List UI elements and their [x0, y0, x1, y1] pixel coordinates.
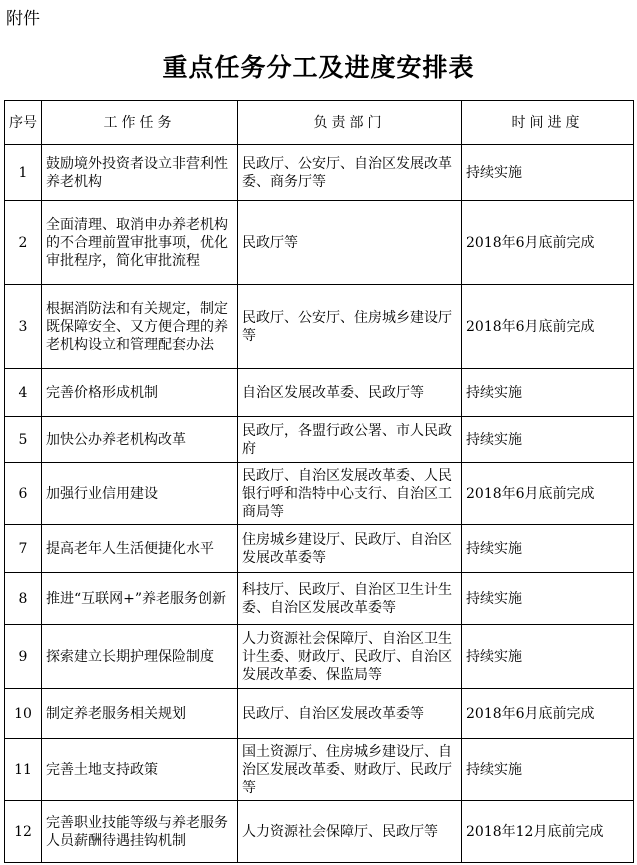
row-task: 全面清理、取消申办养老机构的不合理前置审批事项，优化审批程序，简化审批流程	[42, 201, 238, 285]
row-dept: 民政厅等	[238, 201, 462, 285]
row-dept: 住房城乡建设厅、民政厅、自治区发展改革委等	[238, 525, 462, 573]
column-header-seq	[5, 101, 42, 145]
row-task: 探索建立长期护理保险制度	[42, 625, 238, 689]
table-row	[5, 145, 634, 201]
row-task: 完善职业技能等级与养老服务人员薪酬待遇挂钩机制	[42, 801, 238, 863]
attachment-label: 附件	[6, 9, 40, 29]
row-dept: 科技厅、民政厅、自治区卫生计生委、自治区发展改革委等	[238, 573, 462, 625]
table-row	[5, 689, 634, 739]
row-seq: 8	[5, 573, 42, 625]
row-seq: 6	[5, 463, 42, 525]
row-seq: 12	[5, 801, 42, 863]
row-dept: 民政厅、自治区发展改革委、人民银行呼和浩特中心支行、自治区工商局等	[238, 463, 462, 525]
row-dept: 国土资源厅、住房城乡建设厅、自治区发展改革委、财政厅、民政厅等	[238, 739, 462, 801]
row-task: 推进“互联网+”养老服务创新	[42, 573, 238, 625]
row-progress: 持续实施	[462, 369, 634, 417]
row-seq: 7	[5, 525, 42, 573]
row-progress: 2018年6月底前完成	[462, 201, 634, 285]
row-progress: 2018年6月底前完成	[462, 285, 634, 369]
column-header-task: 工作任务	[42, 101, 238, 145]
row-progress: 持续实施	[462, 573, 634, 625]
row-dept: 民政厅、公安厅、自治区发展改革委、商务厅等	[238, 145, 462, 201]
row-task: 根据消防法和有关规定，制定既保障安全、又方便合理的养老机构设立和管理配套办法	[42, 285, 238, 369]
table-row	[5, 573, 634, 625]
row-progress: 持续实施	[462, 625, 634, 689]
row-seq: 9	[5, 625, 42, 689]
row-dept: 人力资源社会保障厅、自治区卫生计生委、财政厅、民政厅、自治区发展改革委、保监局等	[238, 625, 462, 689]
seq-header-text: 序号	[9, 114, 37, 131]
table-row	[5, 463, 634, 525]
row-task: 加强行业信用建设	[42, 463, 238, 525]
row-dept: 自治区发展改革委、民政厅等	[238, 369, 462, 417]
row-progress: 2018年6月底前完成	[462, 463, 634, 525]
document-title: 重点任务分工及进度安排表	[162, 53, 475, 82]
row-dept: 人力资源社会保障厅、民政厅等	[238, 801, 462, 863]
row-seq: 3	[5, 285, 42, 369]
row-progress: 持续实施	[462, 145, 634, 201]
table-row	[5, 285, 634, 369]
task-schedule-table	[4, 100, 634, 863]
row-seq: 2	[5, 201, 42, 285]
table-header-row	[5, 101, 634, 145]
row-task: 加快公办养老机构改革	[42, 417, 238, 463]
row-task: 制定养老服务相关规划	[42, 689, 238, 739]
row-task: 完善价格形成机制	[42, 369, 238, 417]
row-seq: 4	[5, 369, 42, 417]
column-header-progress: 时间进度	[462, 101, 634, 145]
column-header-dept: 负责部门	[238, 101, 462, 145]
row-task: 完善土地支持政策	[42, 739, 238, 801]
row-dept: 民政厅、自治区发展改革委等	[238, 689, 462, 739]
table-row	[5, 201, 634, 285]
row-dept: 民政厅、公安厅、住房城乡建设厅等	[238, 285, 462, 369]
row-task: 提高老年人生活便捷化水平	[42, 525, 238, 573]
row-progress: 持续实施	[462, 417, 634, 463]
row-task: 鼓励境外投资者设立非营利性养老机构	[42, 145, 238, 201]
table-row	[5, 525, 634, 573]
row-progress: 2018年12月底前完成	[462, 801, 634, 863]
row-seq: 10	[5, 689, 42, 739]
table-row	[5, 625, 634, 689]
row-seq: 5	[5, 417, 42, 463]
row-progress: 持续实施	[462, 739, 634, 801]
row-seq: 11	[5, 739, 42, 801]
table-row	[5, 417, 634, 463]
table-row	[5, 801, 634, 863]
table-row	[5, 739, 634, 801]
table-row	[5, 369, 634, 417]
row-seq: 1	[5, 145, 42, 201]
row-progress: 2018年6月底前完成	[462, 689, 634, 739]
row-progress: 持续实施	[462, 525, 634, 573]
row-dept: 民政厅，各盟行政公署、市人民政府	[238, 417, 462, 463]
